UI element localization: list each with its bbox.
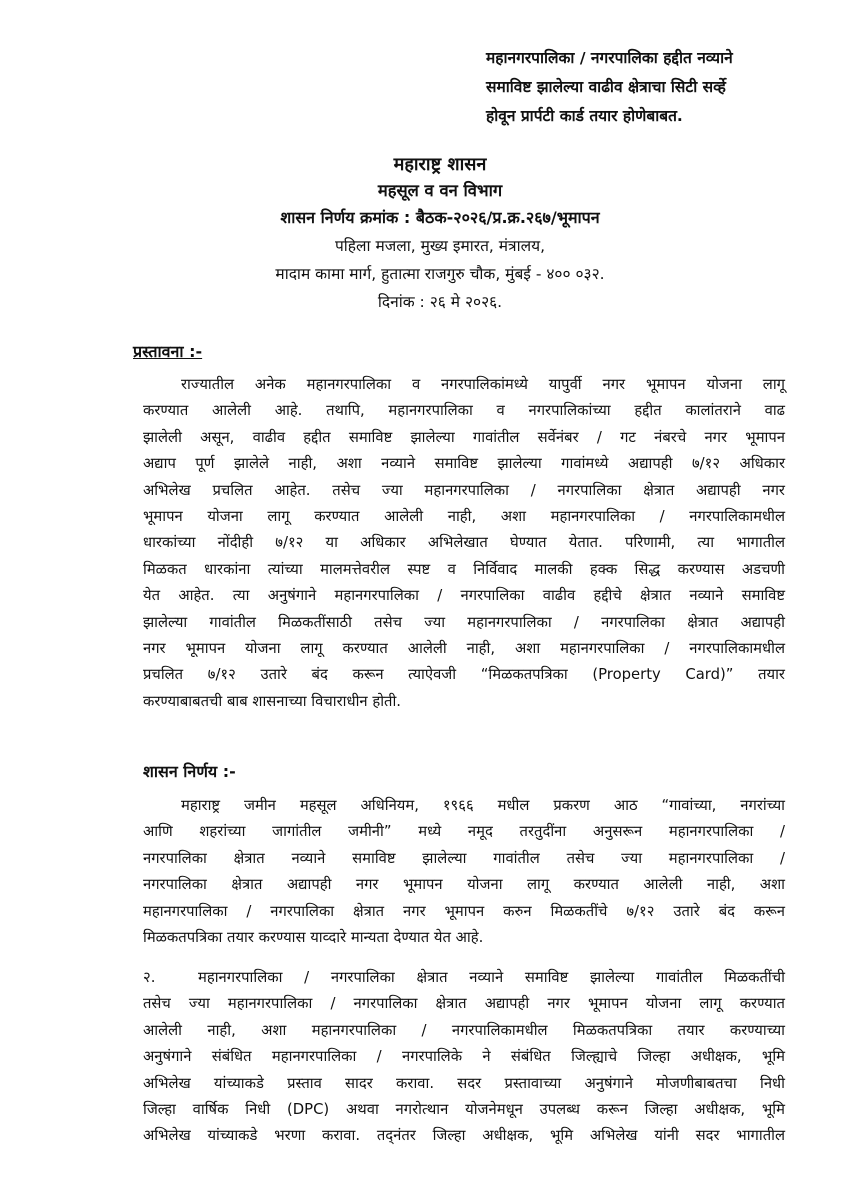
paragraph-line: धारकांच्या नोंदीही ७/१२ या अधिकार अभिलेखात घेण्यात येतात. परिणामी, त्या भागातील xyxy=(143,534,785,552)
date-line: दिनांक : २६ मे २०२६. xyxy=(377,293,503,311)
paragraph-line: आलेली नाही, अशा महानगरपालिका / नगरपालिकामधील मिळकतपत्रिका तयार करण्याच्या xyxy=(143,1021,785,1039)
paragraph-line: राज्यातील अनेक महानगरपालिका व नगरपालिकांमध्ये यापुर्वी नगर भूमापन योजना लागू xyxy=(181,376,785,393)
paragraph-line: अभिलेख यांच्याकडे भरणा करावा. तद्नंतर जिल्हा अधीक्षक, भूमि अभिलेख यांनी सदर भागातील xyxy=(143,1127,785,1145)
paragraph-line: झालेल्या गावांतील मिळकतींसाठी तसेच ज्या महानगरपालिका / नगरपालिका क्षेत्रात अद्यापही xyxy=(143,613,785,631)
government-title: महाराष्ट्र शासन xyxy=(393,154,487,175)
preamble-paragraph xyxy=(143,372,785,715)
paragraph-line: करण्यात आलेली आहे. तथापि, महानगरपालिका व नगरपालिकांच्या हद्दीत कालांतराने वाढ xyxy=(143,402,785,420)
paragraph-line: अद्याप पूर्ण झालेले नाही, अशा नव्याने समाविष्ट झालेल्या गावांमध्ये अद्यापही ७/१२ अधिकार xyxy=(143,455,785,473)
paragraph-line: येत आहेत. त्या अनुषंगाने महानगरपालिका / नगरपालिका वाढीव हद्दीचे क्षेत्रात नव्याने समाविष्ट xyxy=(143,587,785,605)
address-line: मादाम कामा मार्ग, हुतात्मा राजगुरु चौक, मुंबई - ४०० ०३२. xyxy=(275,265,605,283)
paragraph-line: अनुषंगाने संबंधित महानगरपालिका / नगरपालिके ने संबंधित जिल्ह्याचे जिल्हा अधीक्षक, भूमि xyxy=(143,1048,785,1066)
paragraph-line: अभिलेख प्रचलित आहेत. तसेच ज्या महानगरपालिका / नगरपालिका क्षेत्रात अद्यापही नगर xyxy=(143,481,785,499)
address-line: पहिला मजला, मुख्य इमारत, मंत्रालय, xyxy=(334,237,546,255)
preamble-heading: प्रस्तावना :- xyxy=(133,342,203,361)
subject-block xyxy=(486,44,816,131)
decision-paragraph-1 xyxy=(143,793,785,951)
paragraph-line xyxy=(143,965,785,991)
paragraph-line: मिळकतपत्रिका तयार करण्यास याव्दारे मान्यता देण्यात येत आहे. xyxy=(143,928,484,946)
paragraph-line-text: महानगरपालिका / नगरपालिका क्षेत्रात नव्याने समाविष्ट झालेल्या गावांतील मिळकतींची xyxy=(198,969,785,986)
gr-number: शासन निर्णय क्रमांक : बैठक-२०२६/प्र.क्र.२६७/भूमापन xyxy=(280,208,600,227)
paragraph-line: जिल्हा वार्षिक निधी (DPC) अथवा नगरोत्थान योजनेमधून उपलब्ध करून जिल्हा अधीक्षक, भूमि xyxy=(143,1100,785,1118)
subject-line: होवून प्रार्पटी कार्ड तयार होणेबाबत. xyxy=(486,107,683,125)
paragraph-line: तसेच ज्या महानगरपालिका / नगरपालिका क्षेत्रात अद्यापही नगर भूमापन योजना लागू करण्यात xyxy=(143,995,785,1013)
letterhead xyxy=(120,152,760,316)
decision-heading: शासन निर्णय :- xyxy=(143,762,236,781)
paragraph-line: करण्याबाबतची बाब शासनाच्या विचाराधीन होती. xyxy=(143,692,401,710)
subject-line: समाविष्ट झालेल्या वाढीव क्षेत्राचा सिटी सर्व्हे xyxy=(486,78,726,96)
department-title: महसूल व वन विभाग xyxy=(377,181,503,200)
decision-paragraph-2 xyxy=(143,965,785,1150)
paragraph-line: नगरपालिका क्षेत्रात नव्याने समाविष्ट झालेल्या गावांतील तसेच ज्या महानगरपालिका / xyxy=(143,849,785,867)
paragraph-line: झालेली असून, वाढीव हद्दीत समाविष्ट झालेल्या गावांतील सर्वेनंबर / गट नंबरचे नगर भूमापन xyxy=(143,428,785,446)
paragraph-number: २. xyxy=(143,969,156,986)
paragraph-line: महाराष्ट्र जमीन महसूल अधिनियम, १९६६ मधील प्रकरण आठ “गावांच्या, नगरांच्या xyxy=(181,797,785,814)
paragraph-line: भूमापन योजना लागू करण्यात आलेली नाही, अशा महानगरपालिका / नगरपालिकामधील xyxy=(143,507,785,525)
paragraph-line: अभिलेख यांच्याकडे प्रस्ताव सादर करावा. सदर प्रस्तावाच्या अनुषंगाने मोजणीबाबतचा निधी xyxy=(143,1074,785,1092)
paragraph-line: मिळकत धारकांना त्यांच्या मालमत्तेवरील स्पष्ट व निर्विवाद मालकी हक्क सिद्ध करण्यास अडचणी xyxy=(143,560,785,578)
paragraph-line: प्रचलित ७/१२ उतारे बंद करून त्याऐवजी “मिळकतपत्रिका (Property Card)” तयार xyxy=(143,666,785,684)
paragraph-line: नगरपालिका क्षेत्रात अद्यापही नगर भूमापन योजना लागू करण्यात आलेली नाही, अशा xyxy=(143,876,785,894)
paragraph-line: नगर भूमापन योजना लागू करण्यात आलेली नाही, अशा महानगरपालिका / नगरपालिकामधील xyxy=(143,639,785,657)
subject-line: महानगरपालिका / नगरपालिका हद्दीत नव्याने xyxy=(486,49,733,67)
paragraph-line: आणि शहरांच्या जागांतील जमीनी” मध्ये नमूद तरतुदींना अनुसरून महानगरपालिका / xyxy=(143,823,785,841)
paragraph-line: महानगरपालिका / नगरपालिका क्षेत्रात नगर भूमापन करुन मिळकतींचे ७/१२ उतारे बंद करून xyxy=(143,902,785,920)
